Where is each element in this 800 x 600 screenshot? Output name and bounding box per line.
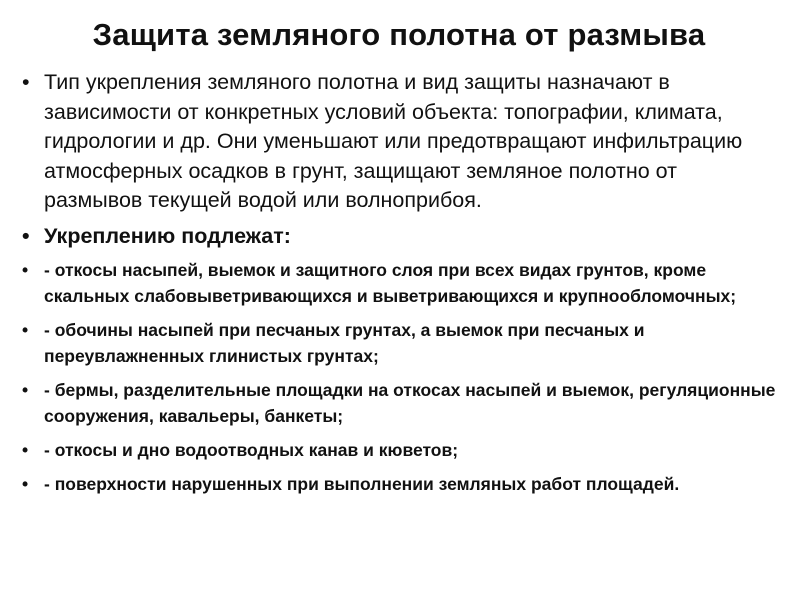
list-item xyxy=(22,257,776,309)
slide-title: Защита земляного полотна от размыва xyxy=(92,17,706,52)
list-item-text: - обочины насыпей при песчаных грунтах, а выемок при песчаных и переувлажненных глинистых грунтах; xyxy=(44,320,645,366)
list-item-text: - бермы, разделительные площадки на откосах насыпей и выемок, регуляционные сооружения, кавальеры, банкеты; xyxy=(44,380,776,426)
list-item xyxy=(22,317,776,369)
list-item xyxy=(22,471,776,497)
bullet-icon: • xyxy=(22,440,29,460)
list-item xyxy=(22,437,776,463)
list-item xyxy=(22,377,776,429)
bullet-icon: • xyxy=(22,260,29,280)
bullet-icon: • xyxy=(22,223,30,248)
list-heading xyxy=(22,222,776,252)
bullet-icon: • xyxy=(22,320,29,340)
bullet-icon: • xyxy=(22,474,29,494)
list-item-text: - поверхности нарушенных при выполнении земляных работ площадей. xyxy=(44,474,680,494)
bullet-list xyxy=(22,68,776,497)
list-item-text: - откосы и дно водоотводных канав и кюветов; xyxy=(44,440,459,460)
intro-paragraph xyxy=(22,68,776,216)
list-heading-text: Укреплению подлежат: xyxy=(44,223,291,248)
bullet-icon: • xyxy=(22,380,29,400)
list-item-text: - откосы насыпей, выемок и защитного слоя при всех видах грунтов, кроме скальных слабовыветривающихся и выветривающихся и крупнообломочных; xyxy=(44,260,737,306)
intro-text: Тип укрепления земляного полотна и вид защиты назначают в зависимости от конкретных условий объекта: топографии, климата, гидрологии и др. Они уменьшают или предотвращают инфильтрацию атмосферных осадков в грунт, защищают земляное полотно от размывов текущей водой или волноприбоя. xyxy=(44,70,743,212)
bullet-icon: • xyxy=(22,70,30,94)
